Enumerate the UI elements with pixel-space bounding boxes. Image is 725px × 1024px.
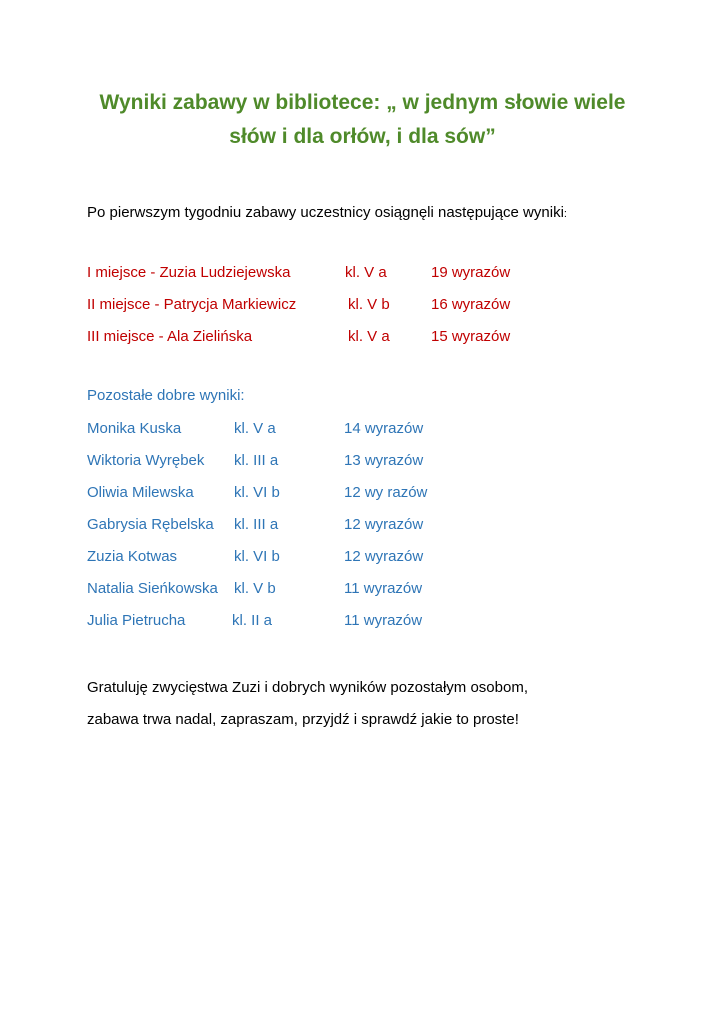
intro-paragraph [87,203,567,224]
intro-colon: : [563,208,567,220]
others-row [87,579,647,599]
others-score: 11 wyrazów [344,580,423,597]
winner-class: kl. V a [345,264,387,281]
others-name: Julia Pietrucha [87,612,186,629]
winner-row [87,295,647,315]
others-class: kl. VI b [234,484,280,501]
others-class: kl. VI b [234,548,280,565]
others-name: Monika Kuska [87,420,182,437]
closing-line-2: zabawa trwa nadal, zapraszam, przyjdź i sprawdź jakie to proste! [87,711,519,728]
others-score: 14 wyrazów [344,420,424,437]
winner-place-name: I miejsce - Zuzia Ludziejewska [87,264,291,281]
others-name: Oliwia Milewska [87,484,194,501]
others-name: Wiktoria Wyrębek [87,452,205,469]
others-score: 13 wyrazów [344,452,424,469]
others-class: kl. V a [234,420,276,437]
winner-score: 16 wyrazów [431,296,511,313]
others-row [87,483,647,503]
others-class: kl. III a [234,452,279,469]
others-name: Natalia Sieńkowska [87,580,218,597]
winner-row [87,263,647,283]
winner-row [87,327,647,347]
winner-score: 19 wyrazów [431,264,511,281]
others-heading: Pozostałe dobre wyniki: [87,387,245,404]
others-class: kl. III a [234,516,279,533]
others-row [87,515,647,535]
winner-place-name: II miejsce - Patrycja Markiewicz [87,296,297,313]
others-row [87,419,647,439]
others-class: kl. II a [232,612,273,629]
intro-text: Po pierwszym tygodniu zabawy uczestnicy osiągnęli następujące wyniki [87,204,564,221]
others-class: kl. V b [234,580,276,597]
others-name: Zuzia Kotwas [87,548,178,565]
others-row [87,611,647,631]
winner-place-name: III miejsce - Ala Zielińska [87,328,253,345]
others-row [87,547,647,567]
winner-score: 15 wyrazów [431,328,511,345]
others-score: 12 wy razów [344,484,428,501]
others-score: 12 wyrazów [344,548,424,565]
page-title-line-2: słów i dla orłów, i dla sów” [229,125,496,148]
winner-class: kl. V b [348,296,390,313]
others-score: 11 wyrazów [344,612,423,629]
winner-class: kl. V a [348,328,390,345]
others-name: Gabrysia Rębelska [87,516,214,533]
others-row [87,451,647,471]
page-title-line-1: Wyniki zabawy w bibliotece: „ w jednym słowie wiele [99,91,626,114]
others-score: 12 wyrazów [344,516,424,533]
closing-line-1: Gratuluję zwycięstwa Zuzi i dobrych wyników pozostałym osobom, [87,679,528,696]
page-title [40,86,685,154]
